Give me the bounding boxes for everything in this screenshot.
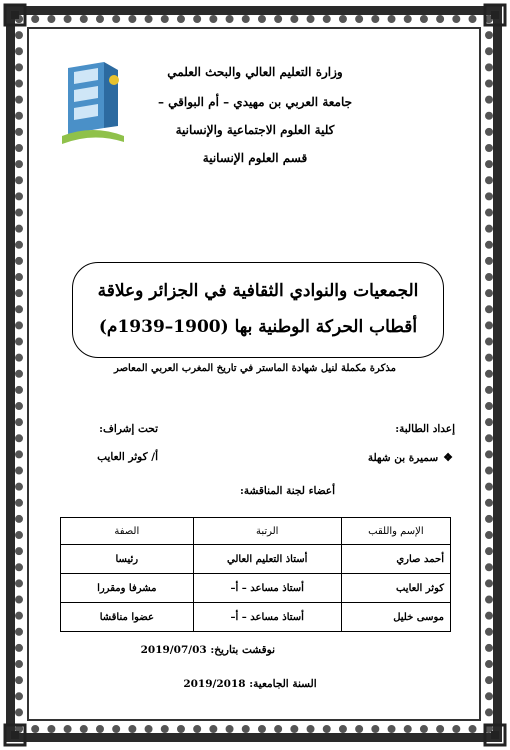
thesis-title-line-2: أقطاب الحركة الوطنية بها (1900–1939م)	[98, 317, 418, 337]
member-rank: أستاذ مساعد – أ–	[193, 603, 341, 632]
table-row	[61, 545, 451, 574]
corner-ornament-icon	[2, 2, 28, 28]
prepared-by-label: إعداد الطالبة:	[395, 423, 455, 435]
corner-ornament-icon	[482, 722, 508, 748]
member-role: مشرفا ومقررا	[61, 574, 194, 603]
thesis-title-box	[72, 262, 444, 358]
corner-ornament-icon	[482, 2, 508, 28]
table-row	[61, 574, 451, 603]
student-name-row	[368, 451, 453, 464]
university-name: جامعة العربي بن مهيدي – أم البواقي –	[157, 95, 353, 109]
committee-heading: أعضاء لجنة المناقشة:	[240, 485, 335, 497]
thesis-subtitle: مذكرة مكملة لنيل شهادة الماستر في تاريخ المغرب العربي المعاصر	[114, 363, 396, 374]
student-name: سميرة بن شهلة	[367, 452, 439, 464]
header-role: الصفة	[61, 518, 194, 545]
academic-year: السنة الجامعية: 2019/2018	[183, 678, 317, 690]
header-name: الإسم واللقب	[341, 518, 450, 545]
member-name: كوثر العايب	[341, 574, 450, 603]
ministry-name: وزارة التعليم العالي والبحث العلمي	[167, 65, 343, 79]
supervision-label: تحت إشراف:	[99, 423, 158, 435]
member-rank: أستاذ مساعد – أ–	[193, 574, 341, 603]
corner-ornament-icon	[2, 722, 28, 748]
department-name: قسم العلوم الإنسانية	[202, 151, 308, 165]
faculty-name: كلية العلوم الاجتماعية والإنسانية	[175, 123, 335, 137]
member-name: موسى خليل	[341, 603, 450, 632]
member-name: أحمد صاري	[341, 545, 450, 574]
diamond-bullet-icon: ❖	[443, 451, 453, 464]
member-role: عضوا مناقشا	[61, 603, 194, 632]
supervisor-name: أ/ كوثر العايب	[97, 451, 158, 463]
member-rank: أستاذ التعليم العالي	[193, 545, 341, 574]
thesis-title-line-1: الجمعيات والنوادي الثقافية في الجزائر وعلاقة	[97, 281, 419, 301]
header-rank: الرتبة	[193, 518, 341, 545]
committee-table	[60, 517, 451, 632]
member-role: رئيسا	[61, 545, 194, 574]
table-header-row	[61, 518, 451, 545]
university-logo-icon	[58, 58, 128, 148]
table-row	[61, 603, 451, 632]
discussion-date: نوقشت بتاريخ: 2019/07/03	[140, 644, 275, 656]
